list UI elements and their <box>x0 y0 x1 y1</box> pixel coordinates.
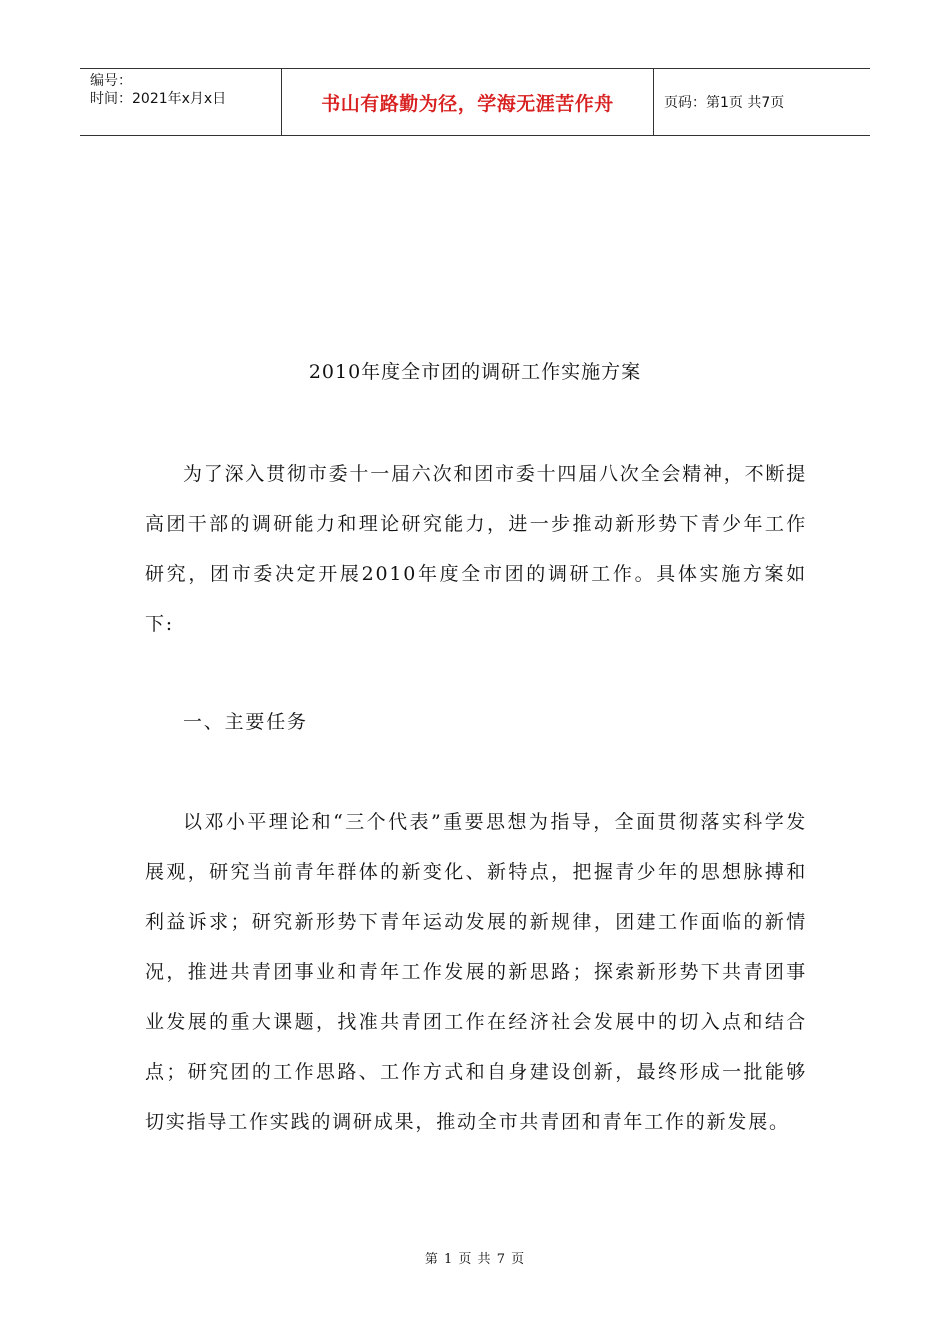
serial-label: 编号： <box>90 73 132 89</box>
intro-paragraph: 为了深入贯彻市委十一届六次和团市委十四届八次全会精神，不断提高团干部的调研能力和理论研究能力，进一步推动新形势下青少年工作研究，团市委决定开展2010年度全市团的调研工作。具体实施方案如下: <box>145 463 808 635</box>
page-header <box>80 68 870 136</box>
header-page-info: 页码：第1页 共7页 <box>664 95 785 111</box>
header-motto: 书山有路勤为径，学海无涯苦作舟 <box>282 69 654 135</box>
time-label: 时间：2021年x月x日 <box>90 91 227 107</box>
header-meta-cell <box>80 69 282 135</box>
page-footer: 第 1 页 共 7 页 <box>424 1252 526 1267</box>
section-heading: 一、主要任务 <box>183 711 308 733</box>
document-title: 2010年度全市团的调研工作实施方案 <box>308 361 642 383</box>
section-body-paragraph: 以邓小平理论和“三个代表”重要思想为指导，全面贯彻落实科学发展观，研究当前青年群体的新变化、新特点，把握青少年的思想脉搏和利益诉求；研究新形势下青年运动发展的新规律，团建工作面临的新情况，推进共青团事业和青年工作发展的新思路；探索新形势下共青团事业发展的重大课题，找准共青团工作在经济社会发展中的切入点和结合点；研究团的工作思路、工作方式和自身建设创新，最终形成一批能够切实指导工作实践的调研成果，推动全市共青团和青年工作的新发展。 <box>145 811 807 1133</box>
